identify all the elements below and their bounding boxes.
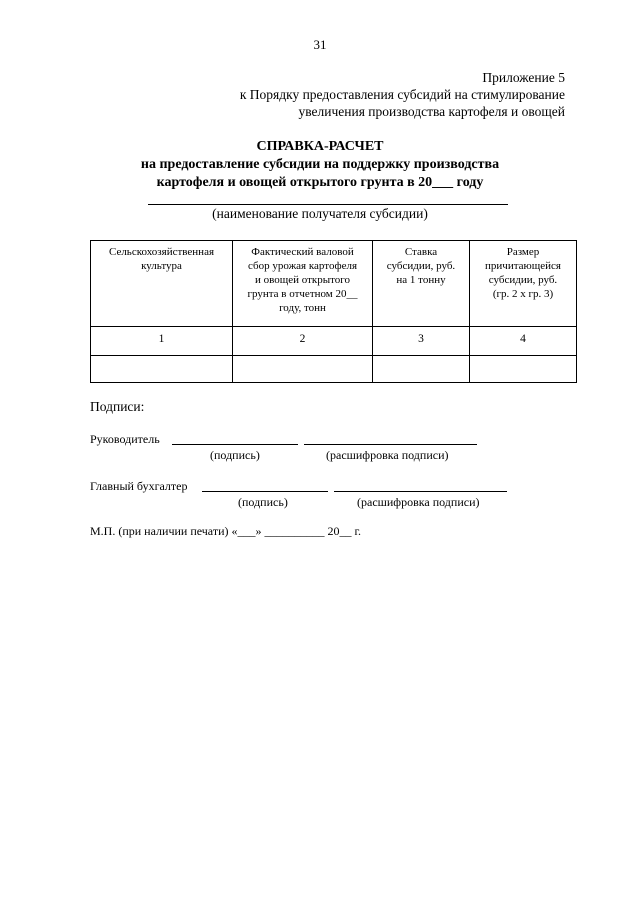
head-decode-caption: (расшифровка подписи) bbox=[326, 448, 449, 462]
head-decode-line[interactable] bbox=[304, 444, 477, 445]
accountant-signature-line[interactable] bbox=[202, 491, 328, 492]
header-line: субсидии, руб. bbox=[386, 260, 456, 272]
header-line: сбор урожая картофеля bbox=[247, 260, 358, 272]
header-line: году, тонн bbox=[279, 302, 326, 314]
header-line: (гр. 2 х гр. 3) bbox=[492, 288, 554, 300]
recipient-name-line bbox=[148, 204, 508, 205]
column-number: 4 bbox=[470, 327, 577, 356]
header-line: Сельскохозяйственная bbox=[108, 246, 215, 258]
column-number: 2 bbox=[233, 327, 373, 356]
stamp-line: М.П. (при наличии печати) «___» __________ 20__ г. bbox=[90, 524, 362, 538]
head-signature-line[interactable] bbox=[172, 444, 298, 445]
annex-number: Приложение 5 bbox=[482, 70, 565, 85]
head-signature-caption: (подпись) bbox=[210, 448, 260, 462]
table-row bbox=[91, 356, 577, 383]
column-number: 1 bbox=[91, 327, 233, 356]
table-header-row bbox=[91, 241, 577, 327]
header-line: и овощей открытого bbox=[254, 274, 351, 286]
header-line: Размер bbox=[506, 246, 540, 258]
head-label: Руководитель bbox=[90, 432, 160, 446]
accountant-decode-caption: (расшифровка подписи) bbox=[357, 495, 480, 509]
column-number-row bbox=[91, 327, 577, 356]
harvest-cell[interactable] bbox=[233, 356, 373, 383]
header-gross-harvest bbox=[233, 241, 373, 327]
header-line: субсидии, руб. bbox=[488, 274, 558, 286]
header-line: Ставка bbox=[404, 246, 438, 258]
header-subsidy-rate bbox=[373, 241, 470, 327]
header-crop bbox=[91, 241, 233, 327]
document-subtitle: на предоставление субсидии на поддержку производства bbox=[140, 157, 500, 172]
calculation-table bbox=[90, 240, 577, 383]
rate-cell[interactable] bbox=[373, 356, 470, 383]
annex-reference: к Порядку предоставления субсидий на стимулирование bbox=[239, 87, 565, 102]
signatures-heading: Подписи: bbox=[90, 399, 145, 414]
crop-cell[interactable] bbox=[91, 356, 233, 383]
header-line: причитающейся bbox=[485, 260, 561, 272]
header-line: на 1 тонну bbox=[396, 274, 446, 286]
recipient-caption: (наименование получателя субсидии) bbox=[212, 206, 428, 221]
document-subtitle-continued: картофеля и овощей открытого грунта в 20___ году bbox=[156, 175, 484, 190]
header-line: культура bbox=[141, 260, 182, 272]
document-title: СПРАВКА-РАСЧЕТ bbox=[256, 139, 384, 154]
amount-cell[interactable] bbox=[470, 356, 577, 383]
page-number: 31 bbox=[313, 37, 327, 52]
accountant-label: Главный бухгалтер bbox=[90, 479, 188, 493]
header-line: грунта в отчетном 20__ bbox=[247, 288, 358, 300]
accountant-signature-caption: (подпись) bbox=[238, 495, 288, 509]
column-number: 3 bbox=[373, 327, 470, 356]
header-subsidy-amount bbox=[470, 241, 577, 327]
header-line: Фактический валовой bbox=[251, 246, 354, 258]
accountant-decode-line[interactable] bbox=[334, 491, 507, 492]
annex-reference-continued: увеличения производства картофеля и овощей bbox=[298, 104, 565, 119]
